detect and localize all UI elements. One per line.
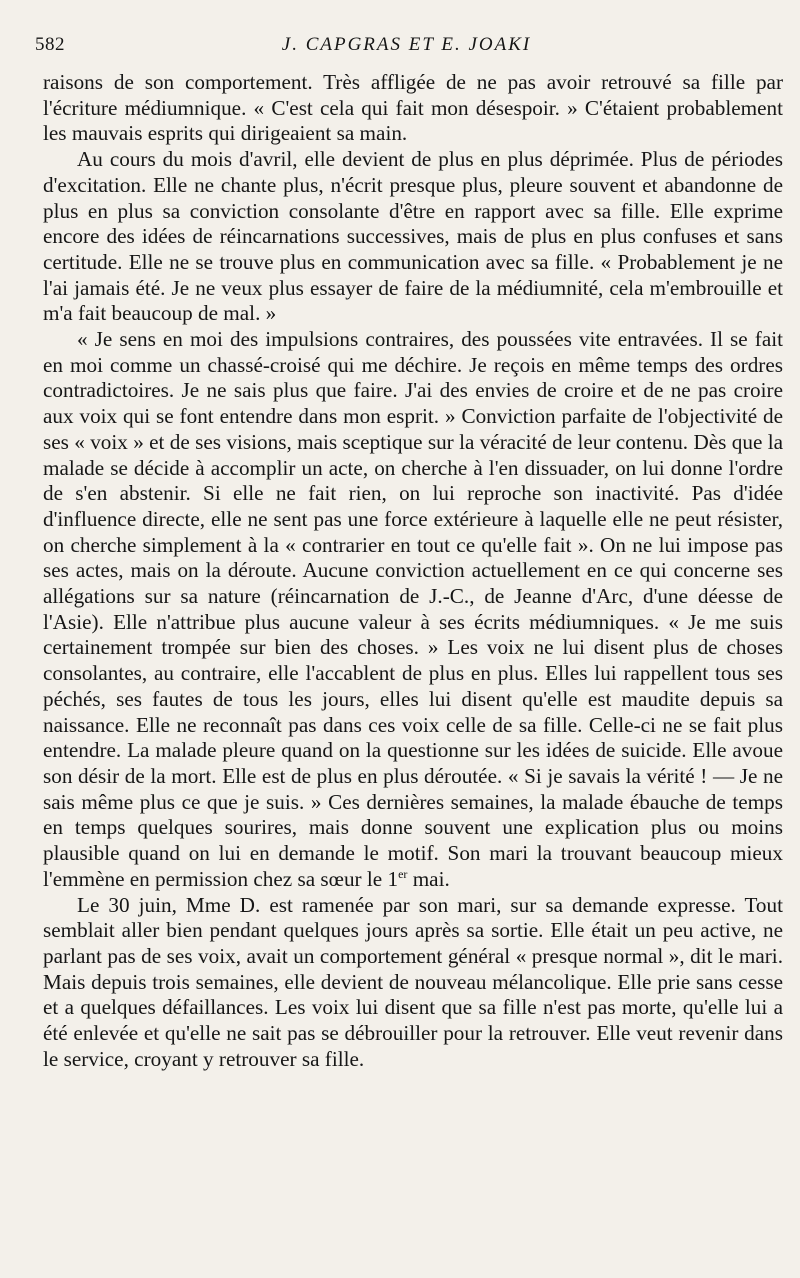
page-number: 582 (35, 34, 65, 55)
paragraph (43, 327, 783, 892)
paragraph-tail: mai. (407, 866, 450, 891)
paragraph: Au cours du mois d'avril, elle devient de plus en plus déprimée. Plus de périodes d'excitation. Elle ne chante plus, n'écrit presque plus, pleure souvent et abandonne de plus en plus sa conviction consolante d'être en rapport avec sa fille. Elle exprime encore des idées de réincarnations successives, mais de plus en plus confuses et sans certitude. Elle ne se trouve plus en communication avec sa fille. « Probablement je ne l'ai jamais été. Je ne veux plus essayer de faire de la médiumnité, cela m'embrouille et m'a fait beaucoup de mal. » (43, 147, 783, 326)
page-header (35, 30, 770, 70)
paragraph: raisons de son comportement. Très affligée de ne pas avoir retrouvé sa fille par l'écriture médiumnique. « C'est cela qui fait mon désespoir. » C'étaient probablement les mauvais esprits qui dirigeaient sa main. (43, 70, 783, 146)
paragraph: Le 30 juin, Mme D. est ramenée par son mari, sur sa demande expresse. Tout semblait aller bien pendant quelques jours après sa sortie. Elle était un peu active, ne parlant pas de ses voix, avait un comportement général « presque normal », dit le mari. Mais depuis trois semaines, elle devient de nouveau mélancolique. Elle prie sans cesse et a quelques défaillances. Les voix lui disent que sa fille n'est pas morte, qu'elle lui a été enlevée et qu'elle ne sait pas se débrouiller pour la retrouver. Elle veut revenir dans le service, croyant y retrouver sa fille. (43, 892, 783, 1071)
ordinal-superscript: er (398, 866, 408, 881)
body-text (43, 70, 783, 1072)
paragraph-text: « Je sens en moi des impulsions contraires, des poussées vite entravées. Il se fait en moi comme un chassé-croisé qui me déchire. Je reçois en même temps des ordres contradictoires. Je ne sais plus que faire. J'ai des envies de croire et de ne pas croire aux voix qui se font entendre dans mon esprit. » Conviction parfaite de l'objectivité de ses « voix » et de ses visions, mais sceptique sur la véracité de leur contenu. Dès que la malade se décide à accomplir un acte, on cherche à l'en dissuader, on lui donne l'ordre de s'en abstenir. Si elle ne fait rien, on lui reproche son inactivité. Pas d'idée d'influence directe, elle ne sent pas une force extérieure à laquelle elle ne peut résister, on cherche simplement à la « contrarier en tout ce qu'elle fait ». On ne lui impose pas ses actes, mais on la déroute. Aucune conviction actuellement en ce qui concerne ses allégations sur sa nature (réincarnation de J.-C., de Jeanne d'Arc, d'une déesse de l'Asie). Elle n'attribue plus aucune valeur à ses écrits médiumniques. « Je me suis certainement trompée sur bien des choses. » Les voix ne lui disent plus de choses consolantes, au contraire, elle l'accablent de plus en plus. Elles lui rappellent tous ses péchés, ses fautes de tous les jours, elles lui disent qu'elle est maudite depuis sa naissance. Elle ne reconnaît pas dans ces voix celle de sa fille. Celle-ci ne se fait plus entendre. La malade pleure quand on la questionne sur les idées de suicide. Elle avoue son désir de la mort. Elle est de plus en plus déroutée. « Si je savais la vérité ! — Je ne sais même plus ce que je suis. » Ces dernières semaines, la malade ébauche de temps en temps quelques sourires, mais donne souvent une explication plus ou moins plausible quand on lui en demande le motif. Son mari la trouvant beaucoup mieux l'emmène en permission chez sa sœur le 1 (43, 327, 783, 891)
running-head: J. CAPGRAS ET E. JOAKI (281, 34, 532, 55)
